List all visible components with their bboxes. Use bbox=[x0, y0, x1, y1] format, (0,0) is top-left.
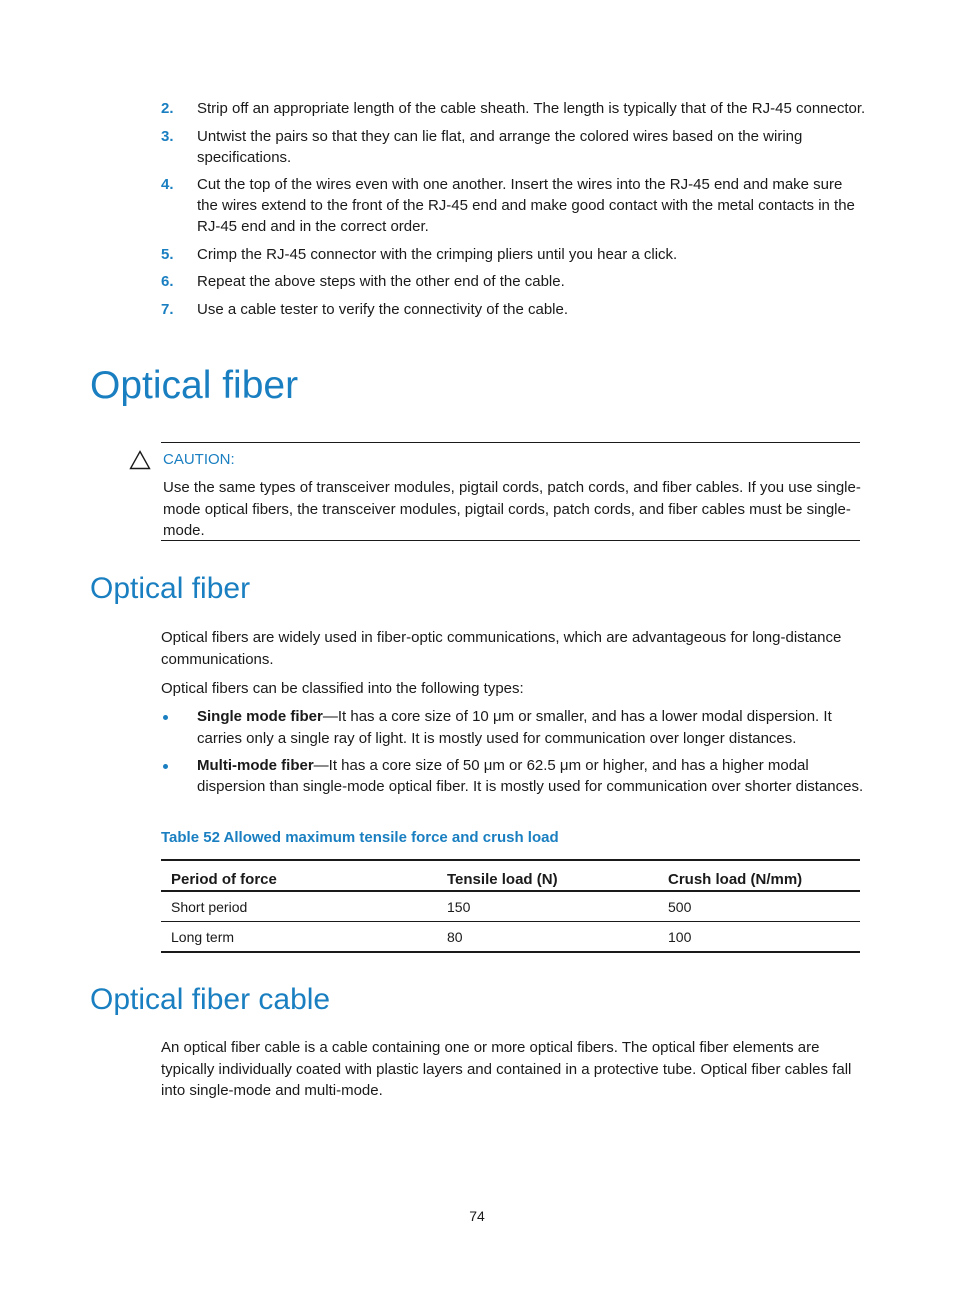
list-item bbox=[161, 271, 866, 292]
warning-triangle-icon bbox=[129, 450, 151, 470]
bullet-text: —It has a core size of 50 μm or 62.5 μm or higher, and has a higher modal dispersion than single-mode optical fiber. It is mostly used for communication over shorter distances. bbox=[197, 756, 864, 795]
tensile-load-table bbox=[161, 859, 860, 953]
step-number: 6. bbox=[161, 273, 174, 290]
bullet-term: Single mode fiber bbox=[197, 708, 323, 725]
page-title: Optical fiber bbox=[90, 364, 299, 407]
list-item bbox=[161, 706, 866, 749]
table-row bbox=[161, 922, 860, 953]
fiber-type-list bbox=[161, 706, 866, 803]
step-number: 4. bbox=[161, 176, 174, 193]
list-item bbox=[161, 244, 866, 265]
step-number: 5. bbox=[161, 245, 174, 263]
step-number: 2. bbox=[161, 100, 174, 117]
bullet-icon bbox=[163, 764, 168, 769]
step-text: Cut the top of the wires even with one another. Insert the wires into the RJ-45 end and make sure the wires extend to the front of the RJ-45 end and make good contact with the metal contacts in the RJ-45 end and in the correct order. bbox=[197, 176, 855, 235]
step-text: Strip off an appropriate length of the cable sheath. The length is typically that of the RJ-45 connector. bbox=[197, 100, 866, 117]
bullet-text: —It has a core size of 10 μm or smaller, and has a lower modal dispersion. It carries only a single ray of light. It is mostly used for communication over longer distances. bbox=[197, 708, 832, 747]
caution-text: Use the same types of transceiver modules, pigtail cords, patch cords, and fiber cables. If you use single-mode optical fibers, the transceiver modules, pigtail cords, patch cords, and fiber cables must be single-mode. bbox=[163, 479, 861, 539]
column-header: Crush load (N/mm) bbox=[658, 860, 860, 891]
step-text: Repeat the above steps with the other end of the cable. bbox=[197, 273, 565, 290]
page-number: 74 bbox=[469, 1208, 485, 1224]
intro-paragraph: Optical fibers are widely used in fiber-optic communications, which are advantageous for long-distance communications. bbox=[161, 629, 842, 668]
types-paragraph: Optical fibers can be classified into the following types: bbox=[161, 680, 524, 697]
table-cell: 150 bbox=[437, 891, 658, 922]
table-caption: Table 52 Allowed maximum tensile force and crush load bbox=[161, 829, 559, 846]
table-cell: 100 bbox=[658, 922, 860, 953]
list-item bbox=[161, 126, 866, 168]
list-item bbox=[161, 98, 866, 119]
list-item bbox=[161, 174, 866, 237]
bullet-term: Multi-mode fiber bbox=[197, 756, 314, 774]
step-number: 3. bbox=[161, 127, 174, 145]
step-text: Untwist the pairs so that they can lie flat, and arrange the colored wires based on the wiring specifications. bbox=[197, 127, 803, 166]
step-text: Crimp the RJ-45 connector with the crimping pliers until you hear a click. bbox=[197, 245, 678, 263]
table-cell: 500 bbox=[658, 891, 860, 922]
table-cell: 80 bbox=[437, 922, 658, 953]
caution-label: CAUTION: bbox=[163, 451, 235, 468]
step-number: 7. bbox=[161, 300, 174, 318]
section-heading-optical-fiber: Optical fiber bbox=[90, 572, 251, 605]
column-header: Period of force bbox=[161, 860, 437, 891]
table-header-row bbox=[161, 860, 860, 891]
caution-bottom-divider bbox=[161, 540, 860, 541]
caution-top-divider bbox=[161, 442, 860, 443]
step-text: Use a cable tester to verify the connectivity of the cable. bbox=[197, 300, 569, 318]
list-item bbox=[161, 755, 866, 798]
table-cell: Long term bbox=[161, 922, 437, 953]
table-cell: Short period bbox=[161, 891, 437, 922]
step-list bbox=[161, 98, 866, 326]
list-item bbox=[161, 299, 866, 320]
bullet-icon bbox=[163, 715, 168, 720]
table-row bbox=[161, 891, 860, 922]
section-heading-optical-fiber-cable: Optical fiber cable bbox=[90, 983, 331, 1016]
cable-paragraph: An optical fiber cable is a cable containing one or more optical fibers. The optical fiber elements are typically individually coated with plastic layers and contained in a protective tube. Optical fiber cables fall into single-mode and multi-mode. bbox=[161, 1039, 852, 1099]
column-header: Tensile load (N) bbox=[437, 860, 658, 891]
